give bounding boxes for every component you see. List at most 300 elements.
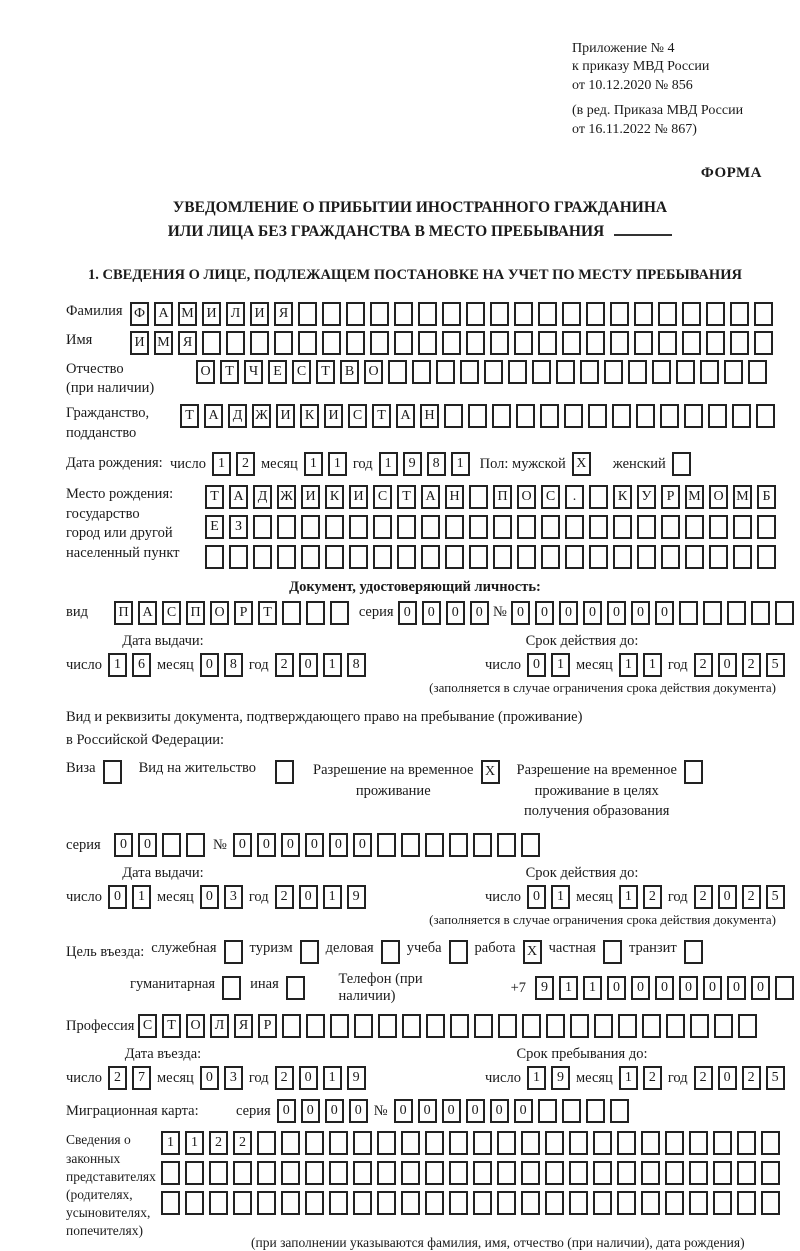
char-cell[interactable]: П	[186, 601, 205, 625]
char-cell[interactable]	[436, 360, 455, 384]
char-cell[interactable]	[305, 1131, 324, 1155]
char-cell[interactable]: О	[709, 485, 728, 509]
char-cell[interactable]	[641, 1191, 660, 1215]
date-digit-cell[interactable]: 1	[328, 452, 347, 476]
char-cell[interactable]	[628, 360, 647, 384]
char-cell[interactable]	[205, 545, 224, 569]
char-cell[interactable]	[570, 1014, 589, 1038]
char-cell[interactable]	[329, 1161, 348, 1185]
date-digit-cell[interactable]: 6	[132, 653, 151, 677]
char-cell[interactable]	[277, 515, 296, 539]
char-cell[interactable]	[661, 515, 680, 539]
date-digit-cell[interactable]: 3	[224, 885, 243, 909]
char-cell[interactable]: О	[186, 1014, 205, 1038]
date-digit-cell[interactable]: 0	[108, 885, 127, 909]
char-cell[interactable]	[281, 1131, 300, 1155]
char-cell[interactable]	[450, 1014, 469, 1038]
char-cell[interactable]	[757, 515, 776, 539]
char-cell[interactable]	[185, 1191, 204, 1215]
char-cell[interactable]	[508, 360, 527, 384]
char-cell[interactable]	[757, 545, 776, 569]
char-cell[interactable]	[325, 515, 344, 539]
char-cell[interactable]	[469, 545, 488, 569]
char-cell[interactable]: Ж	[252, 404, 271, 428]
sex-male-checkbox[interactable]: X	[572, 452, 591, 476]
char-cell[interactable]	[305, 1191, 324, 1215]
char-cell[interactable]	[658, 331, 677, 355]
purpose-business-checkbox[interactable]	[381, 940, 400, 964]
char-cell[interactable]	[545, 1131, 564, 1155]
date-digit-cell[interactable]: 1	[527, 1066, 546, 1090]
char-cell[interactable]	[306, 601, 325, 625]
char-cell[interactable]	[751, 601, 770, 625]
date-digit-cell[interactable]: 5	[766, 653, 785, 677]
char-cell[interactable]	[541, 545, 560, 569]
char-cell[interactable]	[466, 331, 485, 355]
date-digit-cell[interactable]: 9	[403, 452, 422, 476]
char-cell[interactable]	[418, 302, 437, 326]
char-cell[interactable]	[532, 360, 551, 384]
char-cell[interactable]	[637, 545, 656, 569]
purpose-official-checkbox[interactable]	[224, 940, 243, 964]
char-cell[interactable]: 0	[301, 1099, 320, 1123]
char-cell[interactable]: А	[396, 404, 415, 428]
char-cell[interactable]	[442, 331, 461, 355]
char-cell[interactable]: К	[613, 485, 632, 509]
char-cell[interactable]: А	[204, 404, 223, 428]
char-cell[interactable]: С	[292, 360, 311, 384]
char-cell[interactable]: З	[229, 515, 248, 539]
char-cell[interactable]	[449, 1161, 468, 1185]
char-cell[interactable]	[775, 601, 794, 625]
char-cell[interactable]: 0	[257, 833, 276, 857]
char-cell[interactable]: Д	[253, 485, 272, 509]
char-cell[interactable]	[282, 1014, 301, 1038]
char-cell[interactable]	[730, 302, 749, 326]
char-cell[interactable]	[665, 1191, 684, 1215]
char-cell[interactable]	[754, 331, 773, 355]
char-cell[interactable]	[586, 302, 605, 326]
date-digit-cell[interactable]: 2	[275, 885, 294, 909]
char-cell[interactable]: И	[276, 404, 295, 428]
date-digit-cell[interactable]: 2	[643, 1066, 662, 1090]
char-cell[interactable]: Р	[661, 485, 680, 509]
char-cell[interactable]: О	[210, 601, 229, 625]
char-cell[interactable]	[497, 1191, 516, 1215]
char-cell[interactable]	[250, 331, 269, 355]
char-cell[interactable]	[665, 1161, 684, 1185]
char-cell[interactable]	[589, 515, 608, 539]
char-cell[interactable]	[281, 1161, 300, 1185]
char-cell[interactable]: М	[154, 331, 173, 355]
char-cell[interactable]	[388, 360, 407, 384]
char-cell[interactable]: Б	[757, 485, 776, 509]
char-cell[interactable]: Т	[397, 485, 416, 509]
char-cell[interactable]: 0	[446, 601, 465, 625]
date-digit-cell[interactable]: 1	[323, 653, 342, 677]
char-cell[interactable]: П	[114, 601, 133, 625]
char-cell[interactable]	[226, 331, 245, 355]
char-cell[interactable]	[521, 833, 540, 857]
date-digit-cell[interactable]: 2	[275, 653, 294, 677]
char-cell[interactable]	[373, 515, 392, 539]
char-cell[interactable]	[346, 302, 365, 326]
char-cell[interactable]: 9	[535, 976, 554, 1000]
date-digit-cell[interactable]: 0	[718, 885, 737, 909]
char-cell[interactable]: А	[229, 485, 248, 509]
date-digit-cell[interactable]: 2	[643, 885, 662, 909]
char-cell[interactable]: 0	[751, 976, 770, 1000]
char-cell[interactable]	[490, 331, 509, 355]
char-cell[interactable]: 0	[418, 1099, 437, 1123]
char-cell[interactable]: У	[637, 485, 656, 509]
char-cell[interactable]	[186, 833, 205, 857]
char-cell[interactable]	[484, 360, 503, 384]
date-digit-cell[interactable]: 0	[299, 1066, 318, 1090]
char-cell[interactable]	[594, 1014, 613, 1038]
char-cell[interactable]: Т	[220, 360, 239, 384]
char-cell[interactable]: 0	[281, 833, 300, 857]
char-cell[interactable]	[474, 1014, 493, 1038]
char-cell[interactable]: М	[685, 485, 704, 509]
date-digit-cell[interactable]: 1	[643, 653, 662, 677]
char-cell[interactable]	[497, 1131, 516, 1155]
char-cell[interactable]	[661, 545, 680, 569]
char-cell[interactable]: И	[202, 302, 221, 326]
char-cell[interactable]	[377, 1161, 396, 1185]
char-cell[interactable]	[233, 1161, 252, 1185]
char-cell[interactable]: 0	[277, 1099, 296, 1123]
char-cell[interactable]	[604, 360, 623, 384]
char-cell[interactable]	[473, 833, 492, 857]
char-cell[interactable]	[612, 404, 631, 428]
char-cell[interactable]	[617, 1191, 636, 1215]
char-cell[interactable]	[202, 331, 221, 355]
char-cell[interactable]	[617, 1161, 636, 1185]
char-cell[interactable]	[349, 545, 368, 569]
char-cell[interactable]	[306, 1014, 325, 1038]
char-cell[interactable]	[676, 360, 695, 384]
char-cell[interactable]	[330, 601, 349, 625]
char-cell[interactable]	[329, 1131, 348, 1155]
char-cell[interactable]: П	[493, 485, 512, 509]
date-digit-cell[interactable]: 3	[224, 1066, 243, 1090]
char-cell[interactable]: Я	[274, 302, 293, 326]
char-cell[interactable]	[370, 302, 389, 326]
char-cell[interactable]: М	[178, 302, 197, 326]
char-cell[interactable]	[733, 515, 752, 539]
char-cell[interactable]	[492, 404, 511, 428]
char-cell[interactable]	[713, 1161, 732, 1185]
char-cell[interactable]	[209, 1191, 228, 1215]
char-cell[interactable]: 0	[490, 1099, 509, 1123]
char-cell[interactable]: И	[250, 302, 269, 326]
char-cell[interactable]: А	[421, 485, 440, 509]
char-cell[interactable]	[737, 1191, 756, 1215]
char-cell[interactable]: Р	[234, 601, 253, 625]
char-cell[interactable]	[325, 545, 344, 569]
char-cell[interactable]	[394, 331, 413, 355]
date-digit-cell[interactable]: 7	[132, 1066, 151, 1090]
char-cell[interactable]	[733, 545, 752, 569]
char-cell[interactable]	[713, 1191, 732, 1215]
char-cell[interactable]	[521, 1191, 540, 1215]
char-cell[interactable]	[593, 1131, 612, 1155]
char-cell[interactable]: .	[565, 485, 584, 509]
char-cell[interactable]: Л	[210, 1014, 229, 1038]
char-cell[interactable]	[514, 302, 533, 326]
char-cell[interactable]: 0	[233, 833, 252, 857]
char-cell[interactable]	[301, 545, 320, 569]
char-cell[interactable]	[703, 601, 722, 625]
char-cell[interactable]: 1	[185, 1131, 204, 1155]
char-cell[interactable]: 0	[329, 833, 348, 857]
date-digit-cell[interactable]: 1	[323, 885, 342, 909]
purpose-other-checkbox[interactable]	[286, 976, 305, 1000]
date-digit-cell[interactable]: 1	[108, 653, 127, 677]
char-cell[interactable]	[589, 545, 608, 569]
char-cell[interactable]	[521, 1131, 540, 1155]
char-cell[interactable]	[569, 1131, 588, 1155]
char-cell[interactable]	[185, 1161, 204, 1185]
char-cell[interactable]	[466, 302, 485, 326]
char-cell[interactable]	[373, 545, 392, 569]
date-digit-cell[interactable]: 1	[304, 452, 323, 476]
char-cell[interactable]	[282, 601, 301, 625]
char-cell[interactable]	[737, 1131, 756, 1155]
char-cell[interactable]	[538, 331, 557, 355]
char-cell[interactable]	[418, 331, 437, 355]
char-cell[interactable]	[449, 833, 468, 857]
char-cell[interactable]	[684, 404, 703, 428]
char-cell[interactable]	[421, 545, 440, 569]
char-cell[interactable]	[685, 545, 704, 569]
char-cell[interactable]	[679, 601, 698, 625]
date-digit-cell[interactable]: 1	[551, 653, 570, 677]
date-digit-cell[interactable]: 0	[527, 653, 546, 677]
date-digit-cell[interactable]: 2	[275, 1066, 294, 1090]
char-cell[interactable]	[421, 515, 440, 539]
char-cell[interactable]: Р	[258, 1014, 277, 1038]
char-cell[interactable]: 0	[325, 1099, 344, 1123]
date-digit-cell[interactable]: 2	[742, 653, 761, 677]
char-cell[interactable]	[610, 331, 629, 355]
char-cell[interactable]: И	[301, 485, 320, 509]
char-cell[interactable]	[426, 1014, 445, 1038]
char-cell[interactable]	[538, 1099, 557, 1123]
char-cell[interactable]	[685, 515, 704, 539]
char-cell[interactable]: Т	[205, 485, 224, 509]
char-cell[interactable]	[538, 302, 557, 326]
char-cell[interactable]: Д	[228, 404, 247, 428]
char-cell[interactable]	[556, 360, 575, 384]
char-cell[interactable]	[322, 331, 341, 355]
char-cell[interactable]	[425, 833, 444, 857]
char-cell[interactable]	[689, 1161, 708, 1185]
char-cell[interactable]	[580, 360, 599, 384]
char-cell[interactable]: 0	[655, 601, 674, 625]
char-cell[interactable]	[298, 302, 317, 326]
char-cell[interactable]	[353, 1161, 372, 1185]
date-digit-cell[interactable]: 1	[619, 885, 638, 909]
purpose-work-checkbox[interactable]: X	[523, 940, 542, 964]
char-cell[interactable]	[468, 404, 487, 428]
char-cell[interactable]: В	[340, 360, 359, 384]
char-cell[interactable]	[161, 1161, 180, 1185]
char-cell[interactable]	[370, 331, 389, 355]
char-cell[interactable]	[700, 360, 719, 384]
char-cell[interactable]: 0	[349, 1099, 368, 1123]
date-digit-cell[interactable]: 8	[224, 653, 243, 677]
char-cell[interactable]: Ч	[244, 360, 263, 384]
char-cell[interactable]	[586, 1099, 605, 1123]
char-cell[interactable]	[545, 1161, 564, 1185]
temp-residence-checkbox[interactable]: X	[481, 760, 500, 784]
char-cell[interactable]	[706, 302, 725, 326]
char-cell[interactable]	[469, 485, 488, 509]
char-cell[interactable]: И	[349, 485, 368, 509]
temp-residence-edu-checkbox[interactable]	[684, 760, 703, 784]
char-cell[interactable]	[709, 515, 728, 539]
char-cell[interactable]	[257, 1161, 276, 1185]
date-digit-cell[interactable]: 0	[299, 885, 318, 909]
char-cell[interactable]	[253, 515, 272, 539]
char-cell[interactable]	[546, 1014, 565, 1038]
char-cell[interactable]: Я	[178, 331, 197, 355]
purpose-transit-checkbox[interactable]	[684, 940, 703, 964]
char-cell[interactable]: М	[733, 485, 752, 509]
char-cell[interactable]	[775, 976, 794, 1000]
char-cell[interactable]: 0	[655, 976, 674, 1000]
date-digit-cell[interactable]: 0	[299, 653, 318, 677]
char-cell[interactable]	[562, 302, 581, 326]
char-cell[interactable]: 0	[511, 601, 530, 625]
char-cell[interactable]	[613, 545, 632, 569]
char-cell[interactable]: С	[373, 485, 392, 509]
purpose-private-checkbox[interactable]	[603, 940, 622, 964]
char-cell[interactable]	[469, 515, 488, 539]
char-cell[interactable]	[442, 302, 461, 326]
char-cell[interactable]	[397, 515, 416, 539]
purpose-humanitarian-checkbox[interactable]	[222, 976, 241, 1000]
char-cell[interactable]	[708, 404, 727, 428]
purpose-study-checkbox[interactable]	[449, 940, 468, 964]
char-cell[interactable]	[593, 1191, 612, 1215]
char-cell[interactable]: 2	[209, 1131, 228, 1155]
char-cell[interactable]: Н	[445, 485, 464, 509]
visa-checkbox[interactable]	[103, 760, 122, 784]
date-digit-cell[interactable]: 1	[212, 452, 231, 476]
char-cell[interactable]	[493, 515, 512, 539]
char-cell[interactable]: 0	[394, 1099, 413, 1123]
char-cell[interactable]	[660, 404, 679, 428]
char-cell[interactable]: 1	[583, 976, 602, 1000]
char-cell[interactable]	[761, 1191, 780, 1215]
char-cell[interactable]	[233, 1191, 252, 1215]
char-cell[interactable]	[449, 1131, 468, 1155]
date-digit-cell[interactable]: 1	[132, 885, 151, 909]
char-cell[interactable]	[397, 545, 416, 569]
date-digit-cell[interactable]: 0	[718, 653, 737, 677]
char-cell[interactable]	[449, 1191, 468, 1215]
char-cell[interactable]	[634, 331, 653, 355]
char-cell[interactable]	[346, 331, 365, 355]
char-cell[interactable]	[401, 1191, 420, 1215]
date-digit-cell[interactable]: 2	[694, 885, 713, 909]
char-cell[interactable]: 0	[607, 976, 626, 1000]
char-cell[interactable]	[730, 331, 749, 355]
char-cell[interactable]: И	[130, 331, 149, 355]
char-cell[interactable]	[425, 1161, 444, 1185]
char-cell[interactable]	[714, 1014, 733, 1038]
char-cell[interactable]: 0	[514, 1099, 533, 1123]
char-cell[interactable]	[401, 1161, 420, 1185]
sex-female-checkbox[interactable]	[672, 452, 691, 476]
char-cell[interactable]	[541, 515, 560, 539]
char-cell[interactable]: К	[300, 404, 319, 428]
char-cell[interactable]	[666, 1014, 685, 1038]
char-cell[interactable]: 2	[233, 1131, 252, 1155]
char-cell[interactable]	[257, 1131, 276, 1155]
purpose-tourism-checkbox[interactable]	[300, 940, 319, 964]
date-digit-cell[interactable]: 0	[200, 1066, 219, 1090]
char-cell[interactable]	[473, 1131, 492, 1155]
char-cell[interactable]: К	[325, 485, 344, 509]
char-cell[interactable]: Ф	[130, 302, 149, 326]
char-cell[interactable]: О	[364, 360, 383, 384]
char-cell[interactable]	[682, 331, 701, 355]
char-cell[interactable]: 0	[631, 976, 650, 1000]
char-cell[interactable]	[377, 1131, 396, 1155]
char-cell[interactable]: 0	[422, 601, 441, 625]
char-cell[interactable]	[724, 360, 743, 384]
char-cell[interactable]: 0	[559, 601, 578, 625]
char-cell[interactable]	[613, 515, 632, 539]
char-cell[interactable]: 0	[442, 1099, 461, 1123]
char-cell[interactable]: С	[138, 1014, 157, 1038]
char-cell[interactable]	[330, 1014, 349, 1038]
char-cell[interactable]: 0	[727, 976, 746, 1000]
char-cell[interactable]	[349, 515, 368, 539]
date-digit-cell[interactable]: 2	[694, 1066, 713, 1090]
char-cell[interactable]: Е	[205, 515, 224, 539]
char-cell[interactable]: 0	[398, 601, 417, 625]
date-digit-cell[interactable]: 0	[527, 885, 546, 909]
char-cell[interactable]	[634, 302, 653, 326]
date-digit-cell[interactable]: 0	[200, 653, 219, 677]
char-cell[interactable]	[378, 1014, 397, 1038]
char-cell[interactable]	[658, 302, 677, 326]
date-digit-cell[interactable]: 8	[427, 452, 446, 476]
char-cell[interactable]	[562, 1099, 581, 1123]
char-cell[interactable]: 1	[161, 1131, 180, 1155]
char-cell[interactable]	[665, 1131, 684, 1155]
char-cell[interactable]	[209, 1161, 228, 1185]
char-cell[interactable]	[617, 1131, 636, 1155]
char-cell[interactable]	[517, 515, 536, 539]
char-cell[interactable]	[689, 1191, 708, 1215]
char-cell[interactable]: А	[154, 302, 173, 326]
char-cell[interactable]	[497, 1161, 516, 1185]
char-cell[interactable]: Я	[234, 1014, 253, 1038]
char-cell[interactable]	[274, 331, 293, 355]
char-cell[interactable]: 0	[535, 601, 554, 625]
char-cell[interactable]	[610, 302, 629, 326]
char-cell[interactable]	[401, 833, 420, 857]
char-cell[interactable]	[377, 1191, 396, 1215]
char-cell[interactable]	[353, 1131, 372, 1155]
char-cell[interactable]: Т	[162, 1014, 181, 1038]
